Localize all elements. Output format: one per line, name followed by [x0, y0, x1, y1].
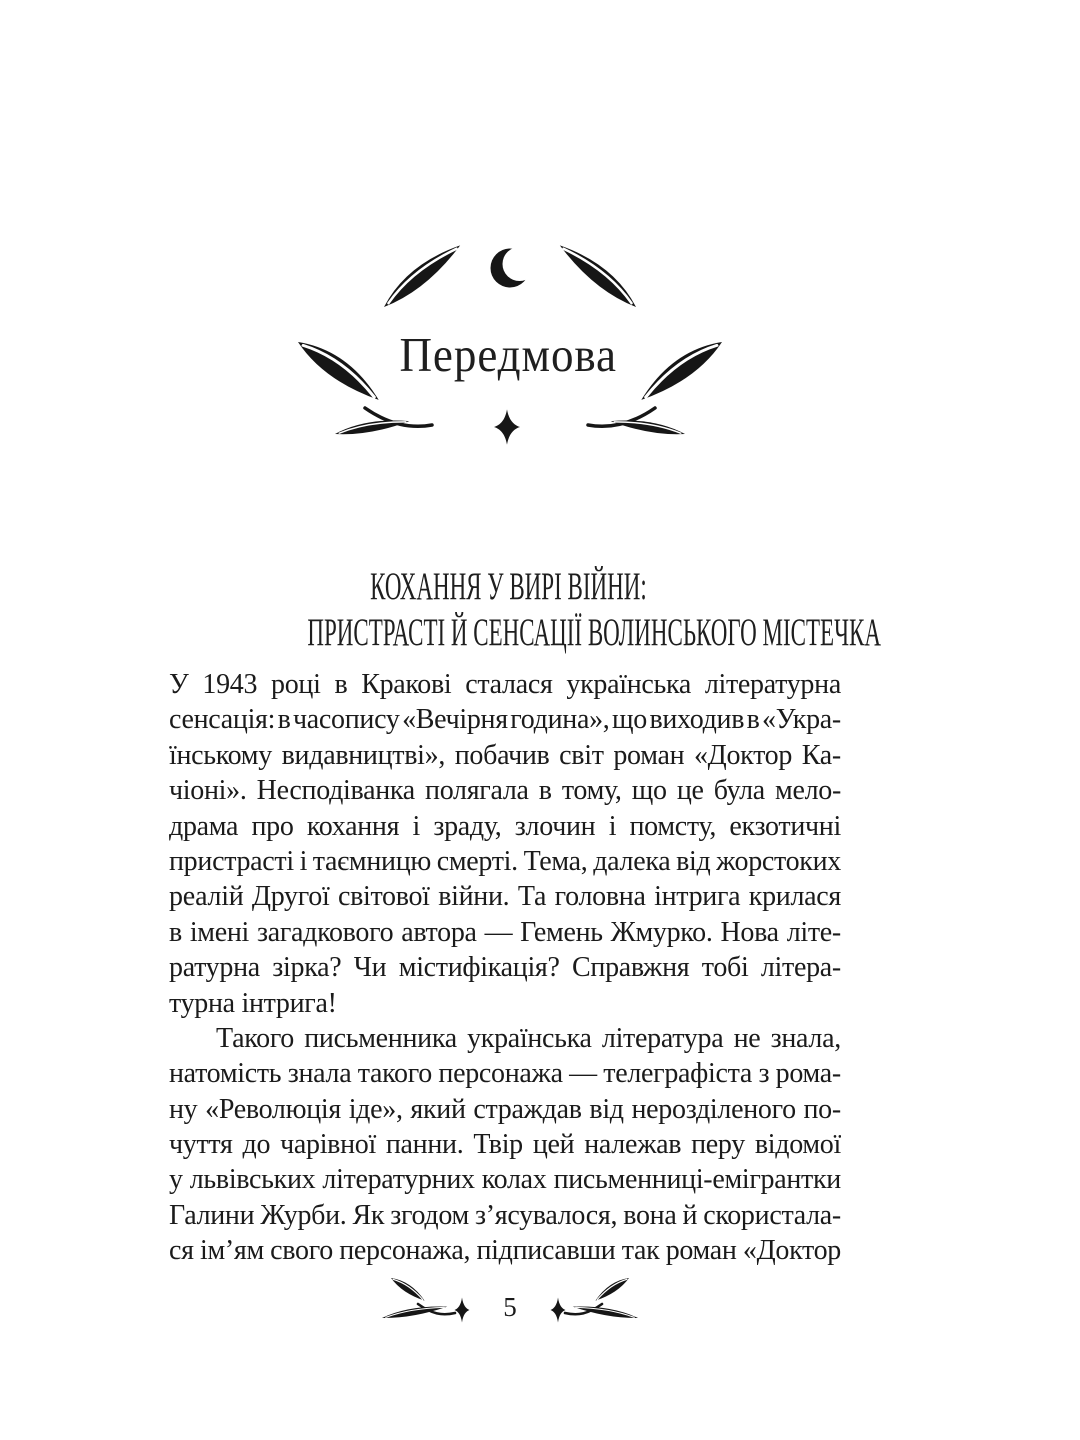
chapter-title: [108, 327, 908, 382]
text-line: ся ім’ям свого персонажа, підписавши так роман «Доктор: [169, 1235, 841, 1267]
section-heading: [108, 564, 908, 656]
leaf-ornament-top-left: [375, 242, 468, 309]
chapter-title-text: Передмова: [399, 327, 617, 382]
leaf-ornament-top-right: [552, 242, 645, 309]
text-line: чуття до чарівної панни. Твір цей належав перу відомої: [169, 1129, 841, 1161]
text-line: драма про кохання і зраду, злочин і помсту, екзотичні: [169, 810, 841, 842]
text-line: реалій Другої світової війни. Та головна інтрига крилася: [169, 881, 841, 913]
preface-body-text: [169, 667, 841, 1269]
section-heading-line2: ПРИСТРАСТІ Й СЕНСАЦІЇ ВОЛИНСЬКОГО МІСТЕЧКА: [307, 611, 882, 654]
text-line: в імені загадкового автора — Гемень Жмурко. Нова літе-: [169, 916, 841, 948]
text-line: турна інтрига!: [169, 987, 337, 1019]
text-line: ну «Революція іде», який страждав від нерозділеного по-: [169, 1093, 841, 1125]
text-line: пристрасті і таємницю смерті. Тема, далека від жорстоких: [169, 845, 841, 877]
text-line: сенсація: в часопису «Вечірня година», що виходив в «Укра-: [169, 704, 841, 736]
text-line: ратурна зірка? Чи містифікація? Справжня тобі літера-: [169, 952, 841, 984]
section-heading-line1: КОХАННЯ У ВИРІ ВІЙНИ:: [369, 565, 647, 608]
sparkle-icon: [494, 409, 520, 444]
text-line: Галини Журби. Як згодом з’ясувалося, вона й скористала-: [169, 1199, 841, 1231]
text-line: їнському видавництві», побачив світ роман «Доктор Ка-: [169, 739, 841, 771]
text-line: Такого письменника українська література не знала,: [216, 1022, 841, 1054]
text-line: чіоні». Несподіванка полягала в тому, що це була мело-: [169, 775, 841, 807]
page-number: 5: [503, 1292, 517, 1322]
text-line: натомість знала такого персонажа — телеграфіста з рома-: [169, 1058, 841, 1090]
text-line: у львівських літературних колах письменниці-емігрантки: [169, 1164, 841, 1196]
text-line: У 1943 році в Кракові сталася українська літературна: [169, 669, 841, 700]
crescent-moon-icon: [491, 247, 537, 288]
